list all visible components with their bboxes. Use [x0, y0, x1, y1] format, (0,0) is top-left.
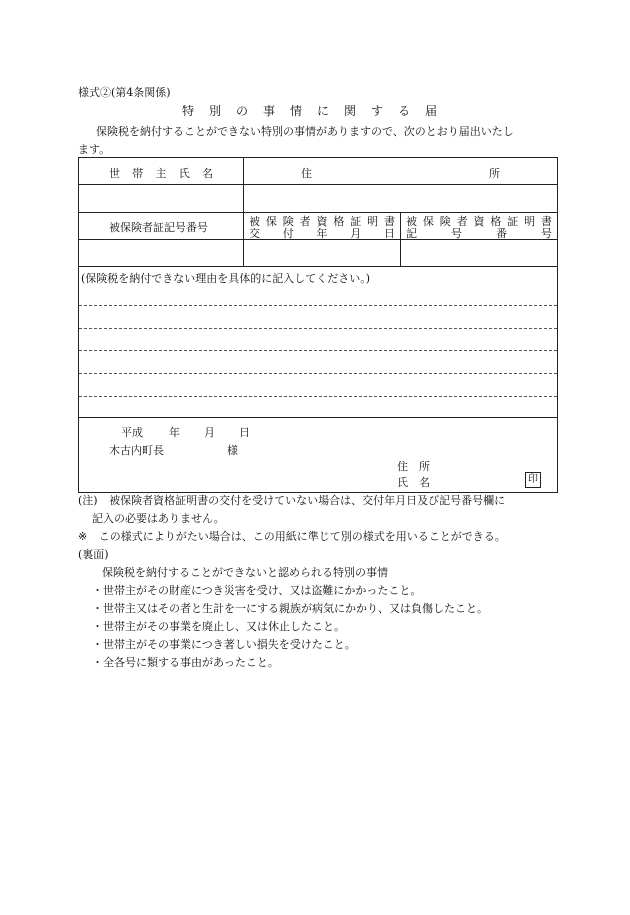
label-char: 書 — [384, 215, 395, 228]
address-header-right: 所 — [489, 167, 500, 180]
honorific: 様 — [227, 444, 238, 457]
label-char: 号 — [451, 227, 462, 240]
note-line-2: 記入の必要はありません。 — [92, 512, 225, 525]
address-header-left: 住 — [301, 167, 312, 180]
date-month: 月 — [204, 426, 215, 439]
bullet-item: ・世帯主がその事業を廃止し、又は休止したこと。 — [92, 620, 345, 633]
note-paragraph — [78, 492, 556, 510]
bullet-item: ・世帯主がその財産につき災害を受け、又は盗難にかかったこと。 — [92, 584, 422, 597]
reason-line — [79, 328, 557, 329]
label-char: 険 — [282, 215, 294, 228]
intro-text — [78, 123, 556, 159]
bullet-item: ・世帯主がその事業につき著しい損失を受けたこと。 — [92, 638, 356, 651]
label-char: 交 — [249, 227, 260, 240]
cert-number-label-line2 — [406, 225, 552, 241]
header-char: 名 — [202, 167, 213, 180]
header-char: 主 — [155, 167, 167, 180]
reason-prompt: (保険税を納付できない理由を具体的に記入してください。) — [81, 272, 371, 285]
label-char: 保 — [422, 215, 434, 228]
document-title: 特別の事情に関する届 — [181, 104, 452, 118]
note-line-1: 被保険者資格証明書の交付を受けていない場合は、交付年月日及び記号番号欄に — [109, 494, 506, 507]
cert-issue-label-line2 — [249, 225, 395, 241]
label-char: 号 — [541, 227, 552, 240]
label-char: 番 — [496, 227, 507, 240]
date-era: 平成 — [121, 426, 143, 439]
header-char: 氏 — [178, 167, 190, 180]
label-char: 月 — [350, 227, 362, 240]
addressee: 木古内町長 — [109, 444, 164, 457]
insured-card-number-label: 被保険者証記号番号 — [109, 221, 208, 234]
label-char: 保 — [265, 215, 277, 228]
date-day: 日 — [239, 426, 250, 439]
label-char: 明 — [524, 215, 536, 228]
label-char: 格 — [490, 215, 502, 228]
label-char: 記 — [406, 227, 417, 240]
asterisk-text: この様式によりがたい場合は、この用紙に準じて別の様式を用いることができる。 — [98, 530, 506, 543]
applicant-name-label: 氏 名 — [397, 476, 430, 489]
back-heading: (裏面) — [78, 548, 109, 561]
header-char: 世 — [109, 167, 120, 180]
label-char: 者 — [456, 215, 468, 228]
asterisk-note — [78, 528, 556, 546]
reason-line — [79, 350, 557, 351]
label-char: 証 — [507, 215, 519, 228]
bullet-item: ・世帯主又はその者と生計を一にする親族が病気にかかり、又は負傷したこと。 — [92, 602, 488, 615]
date-year: 年 — [169, 426, 180, 439]
label-char: 資 — [473, 215, 485, 228]
back-subheading: 保険税を納付することができないと認められる特別の事情 — [102, 566, 388, 579]
notes-section — [78, 492, 556, 672]
label-char: 険 — [439, 215, 451, 228]
reason-line — [79, 396, 557, 397]
form-id-label: 様式②(第4条関係) — [78, 86, 171, 99]
header-char: 帯 — [132, 167, 144, 180]
label-char: 年 — [316, 227, 328, 240]
label-char: 明 — [367, 215, 379, 228]
label-char: 被 — [406, 215, 417, 228]
reason-line — [79, 305, 557, 306]
seal-box: 印 — [525, 472, 541, 488]
table-rule — [243, 158, 244, 266]
bullet-item: ・全各号に類する事由があったこと。 — [92, 656, 279, 669]
household-head-name-header — [109, 165, 213, 181]
reason-line — [79, 373, 557, 374]
label-char: 被 — [249, 215, 260, 228]
note-mark: (注) — [78, 494, 98, 507]
label-char: 付 — [282, 227, 294, 240]
label-char: 者 — [299, 215, 311, 228]
label-char: 日 — [384, 227, 395, 240]
label-char: 資 — [316, 215, 328, 228]
label-char: 証 — [350, 215, 362, 228]
asterisk-mark: ※ — [78, 530, 88, 543]
label-char: 書 — [541, 215, 552, 228]
table-rule — [400, 212, 401, 266]
applicant-address-label: 住 所 — [397, 460, 430, 473]
intro-line-1: 保険税を納付することができない特別の事情がありますので、次のとおり届出いたし — [96, 125, 514, 138]
label-char: 格 — [333, 215, 345, 228]
table-rule — [79, 184, 557, 185]
table-rule — [79, 417, 557, 418]
notification-form — [78, 157, 558, 493]
intro-line-2: ます。 — [78, 143, 111, 156]
table-rule — [79, 266, 557, 267]
seal-mark — [525, 472, 541, 488]
